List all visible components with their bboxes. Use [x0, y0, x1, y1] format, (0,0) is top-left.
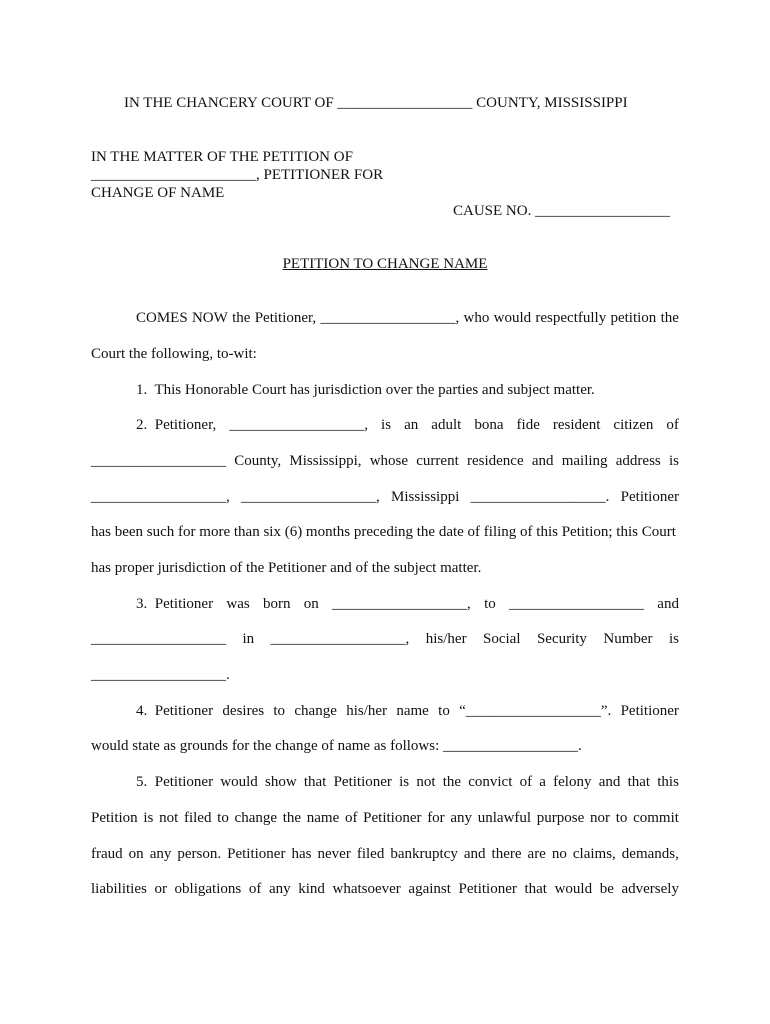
word: obligations — [174, 881, 242, 897]
word: Mississippi — [391, 489, 460, 505]
word: Petitioner — [363, 810, 422, 826]
word: any — [149, 846, 172, 862]
word: Petitioner — [620, 489, 679, 505]
word: and — [463, 846, 486, 862]
word: who — [463, 310, 490, 326]
word: of — [344, 810, 358, 826]
word: 3. Petitioner — [136, 596, 214, 612]
word: not — [159, 810, 179, 826]
word: an — [404, 417, 419, 433]
item-2-line-3 — [91, 488, 679, 506]
title-row — [0, 255, 770, 273]
item-2-line-4: has been such for more than six (6) months preceding the date of filing of this Petition; this Court — [91, 524, 676, 540]
word: Petitioner — [227, 846, 286, 862]
word: the — [660, 310, 679, 326]
word: that — [524, 881, 547, 897]
word: are — [527, 846, 546, 862]
cause-number: CAUSE NO. __________________ — [453, 203, 671, 219]
word: fide — [516, 417, 540, 433]
word: current — [416, 453, 459, 469]
word: of — [248, 881, 262, 897]
word: purpose — [536, 810, 585, 826]
word: would — [220, 774, 258, 790]
word: respectfully — [535, 310, 607, 326]
word: his/her — [346, 703, 388, 719]
word: Petitioner — [620, 703, 679, 719]
word: any — [450, 810, 473, 826]
matter-line-2: ______________________, PETITIONER FOR — [91, 167, 384, 183]
word: is — [143, 810, 154, 826]
court-heading: IN THE CHANCERY COURT OF __________________ COUNTY, MISSISSIPPI — [124, 95, 628, 111]
word: would — [493, 310, 532, 326]
word: to — [615, 810, 628, 826]
word: against — [408, 881, 451, 897]
word: 2. Petitioner, — [136, 417, 217, 433]
word: “__________________”. — [459, 703, 612, 719]
word: fraud — [91, 846, 123, 862]
word: Social — [483, 631, 521, 647]
word: 4. Petitioner — [136, 703, 214, 719]
word: NOW — [191, 310, 228, 326]
word: would — [554, 881, 593, 897]
word: name — [396, 703, 429, 719]
word: __________________, — [229, 417, 369, 433]
word: a — [539, 774, 546, 790]
word: and — [531, 453, 554, 469]
word: bona — [474, 417, 504, 433]
word: Number — [603, 631, 653, 647]
item-4-line-1 — [136, 702, 679, 720]
word: __________________, — [241, 489, 380, 505]
word: be — [599, 881, 614, 897]
word: any — [268, 881, 291, 897]
word: filed — [356, 846, 385, 862]
item-5-line-1 — [136, 773, 679, 791]
word: there — [491, 846, 522, 862]
word: whatsoever — [332, 881, 401, 897]
word: nor — [590, 810, 610, 826]
word: on — [303, 596, 319, 612]
word: Security — [536, 631, 587, 647]
word: 5. Petitioner — [136, 774, 214, 790]
word: born — [262, 596, 291, 612]
word: Petitioner — [458, 881, 517, 897]
word: name — [306, 810, 340, 826]
word: and — [657, 596, 679, 612]
word: demands, — [621, 846, 679, 862]
item-1: 1. This Honorable Court has jurisdiction over the parties and subject matter. — [136, 382, 595, 398]
word: Mississippi, — [289, 453, 362, 469]
word: for — [427, 810, 445, 826]
word: was — [226, 596, 250, 612]
word: Petition — [91, 810, 138, 826]
word: is — [668, 453, 679, 469]
word: to — [217, 810, 229, 826]
word: to — [273, 703, 286, 719]
word: kind — [298, 881, 325, 897]
item-5-line-3 — [91, 845, 679, 863]
item-2-line-1 — [136, 416, 679, 434]
word: __________________. — [470, 489, 610, 505]
word: not — [416, 774, 436, 790]
intro-line-2: Court the following, to-wit: — [91, 346, 257, 362]
word: the — [232, 310, 251, 326]
word: __________________, — [91, 489, 230, 505]
word: __________________, — [332, 596, 471, 612]
word: resident — [552, 417, 601, 433]
item-3-line-2 — [91, 630, 679, 648]
item-2-line-5: has proper jurisdiction of the Petitioner and of the subject matter. — [91, 560, 482, 576]
word: Petitioner, — [254, 310, 317, 326]
word: this — [657, 774, 679, 790]
word: is — [668, 631, 679, 647]
word: __________________, — [320, 310, 460, 326]
word: felony — [553, 774, 592, 790]
word: __________________ — [509, 596, 645, 612]
item-2-line-2 — [91, 452, 679, 470]
word: mailing — [561, 453, 608, 469]
word: desires — [222, 703, 265, 719]
item-3-line-3: __________________. — [91, 667, 230, 683]
intro-line-1 — [136, 309, 679, 327]
word: change — [234, 810, 278, 826]
word: __________________ — [91, 453, 226, 469]
word: show — [264, 774, 297, 790]
item-5-line-2 — [91, 809, 679, 827]
word: change — [294, 703, 337, 719]
document-title: PETITION TO CHANGE NAME — [282, 256, 488, 272]
word: adult — [431, 417, 462, 433]
word: filed — [183, 810, 212, 826]
matter-line-3: CHANGE OF NAME — [91, 185, 225, 201]
word: that — [303, 774, 327, 790]
item-4-line-2: would state as grounds for the change of name as follows: __________________. — [91, 738, 582, 754]
word: has — [291, 846, 312, 862]
word: the — [282, 810, 302, 826]
word: commit — [633, 810, 679, 826]
word: in — [242, 631, 255, 647]
word: Petitioner — [333, 774, 392, 790]
word: unlawful — [477, 810, 532, 826]
item-5-line-4 — [91, 880, 679, 898]
word: bankruptcy — [390, 846, 458, 862]
word: claims, — [572, 846, 616, 862]
word: liabilities — [91, 881, 147, 897]
word: citizen — [613, 417, 654, 433]
word: or — [154, 881, 167, 897]
word: person. — [177, 846, 222, 862]
word: whose — [369, 453, 409, 469]
word: never — [317, 846, 351, 862]
word: County, — [234, 453, 282, 469]
word: adversely — [621, 881, 679, 897]
word: the — [442, 774, 462, 790]
word: is — [381, 417, 392, 433]
word: of — [519, 774, 533, 790]
word: on — [128, 846, 144, 862]
word: petition — [610, 310, 657, 326]
word: is — [399, 774, 410, 790]
item-3-line-1 — [136, 595, 679, 613]
word: his/her — [425, 631, 467, 647]
word: __________________, — [270, 631, 410, 647]
word: no — [551, 846, 567, 862]
word: __________________ — [91, 631, 226, 647]
word: and — [598, 774, 621, 790]
word: COMES — [136, 310, 188, 326]
word: residence — [466, 453, 524, 469]
word: convict — [468, 774, 513, 790]
word: address — [615, 453, 661, 469]
word: to — [484, 596, 496, 612]
word: of — [666, 417, 679, 433]
matter-line-1: IN THE MATTER OF THE PETITION OF — [91, 149, 353, 165]
word: that — [627, 774, 651, 790]
word: to — [438, 703, 450, 719]
